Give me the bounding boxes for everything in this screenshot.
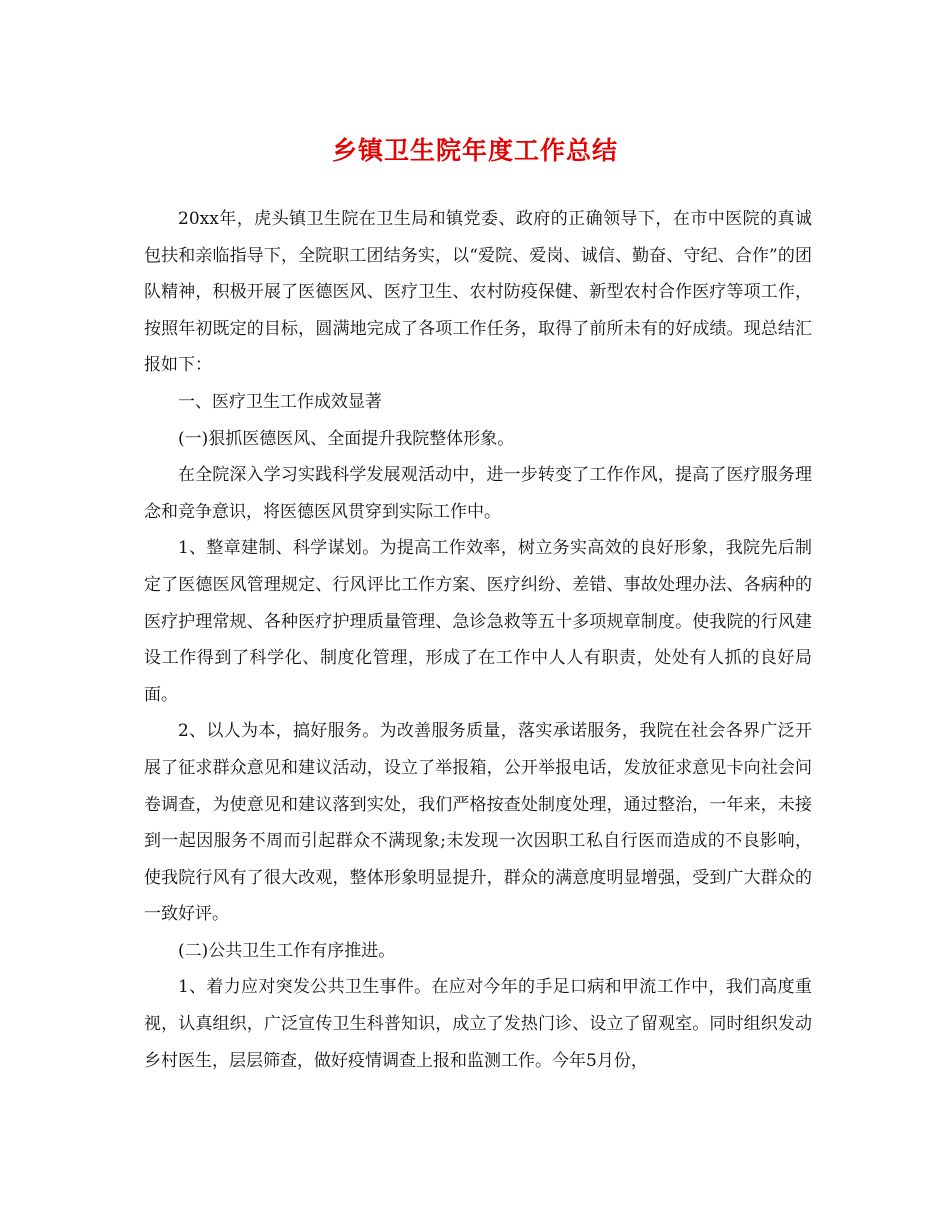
section-heading-1: 一、医疗卫生工作成效显著 bbox=[178, 391, 382, 412]
document-body bbox=[144, 201, 812, 1079]
paragraph: 在全院深入学习实践科学发展观活动中，进一步转变了工作作风，提高了医疗服务理念和竞争意识，将医德医风贯穿到实际工作中。 bbox=[144, 465, 812, 522]
subsection-heading-2: (二)公共卫生工作有序推进。 bbox=[178, 940, 396, 961]
paragraph: 1、着力应对突发公共卫生事件。在应对今年的手足口病和甲流工作中，我们高度重视，认真组织，广泛宣传卫生科普知识，成立了发热门诊、设立了留观室。同时组织发动乡村医生，层层筛查，做好疫情调查上报和监测工作。今年5月份， bbox=[144, 977, 812, 1071]
paragraph: 2、以人为本，搞好服务。为改善服务质量，落实承诺服务，我院在社会各界广泛开展了征求群众意见和建议活动，设立了举报箱，公开举报电话，发放征求意见卡向社会问卷调查，为使意见和建议落到实处，我们严格按查处制度处理，通过整治，一年来，未接到一起因服务不周而引起群众不满现象;未发现一次因职工私自行医而造成的不良影响，使我院行风有了很大改观，整体形象明显提升，群众的满意度明显增强，受到广大群众的一致好评。 bbox=[144, 721, 812, 925]
subsection-heading-1: (一)狠抓医德医风、全面提升我院整体形象。 bbox=[178, 428, 515, 449]
paragraph-intro: 20xx年，虎头镇卫生院在卫生局和镇党委、政府的正确领导下，在市中医院的真诚包扶和亲临指导下，全院职工团结务实，以“爱院、爱岗、诚信、勤奋、守纪、合作”的团队精神，积极开展了医德医风、医疗卫生、农村防疫保健、新型农村合作医疗等项工作，按照年初既定的目标，圆满地完成了各项工作任务，取得了前所未有的好成绩。现总结汇报如下： bbox=[144, 209, 812, 376]
document-title: 乡镇卫生院年度工作总结 bbox=[331, 136, 618, 165]
paragraph: 1、整章建制、科学谋划。为提高工作效率，树立务实高效的良好形象，我院先后制定了医德医风管理规定、行风评比工作方案、医疗纠纷、差错、事故处理办法、各病种的医疗护理常规、各种医疗护理质量管理、急诊急救等五十多项规章制度。使我院的行风建设工作得到了科学化、制度化管理，形成了在工作中人人有职责，处处有人抓的良好局面。 bbox=[144, 538, 812, 705]
